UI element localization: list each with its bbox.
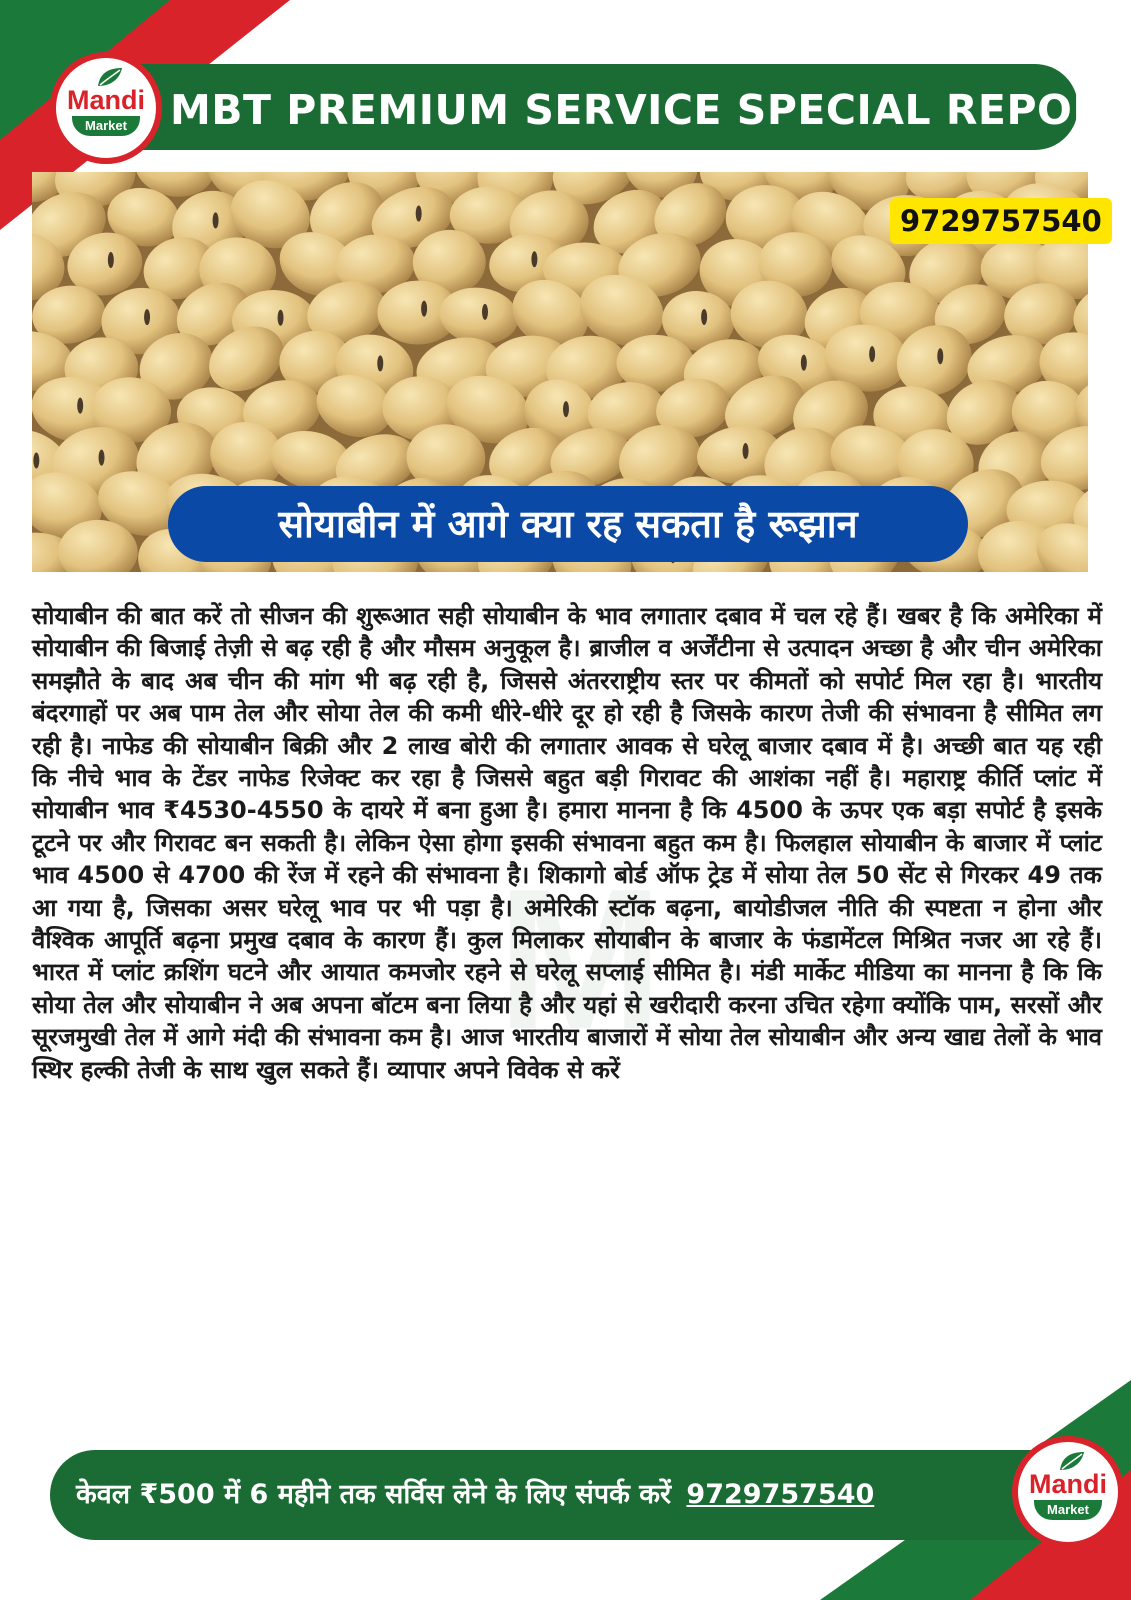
soybean-hilum bbox=[743, 443, 749, 459]
soybean-hilum bbox=[563, 401, 569, 417]
soybean-hilum bbox=[377, 355, 383, 371]
watermark-logo: M bbox=[496, 848, 664, 1071]
footer-cta-text: केवल ₹500 में 6 महीने तक सर्विस लेने के लिए संपर्क करें bbox=[76, 1479, 671, 1510]
soybean-hilum bbox=[33, 452, 39, 468]
soybean-hilum bbox=[77, 398, 83, 414]
soybean-hilum bbox=[421, 301, 427, 317]
footer-phone-link[interactable]: 9729757540 bbox=[686, 1479, 875, 1510]
phone-badge: 9729757540 bbox=[890, 198, 1112, 244]
headline-banner: सोयाबीन में आगे क्या रह सकता है रूझान bbox=[168, 486, 968, 562]
logo-sub-text: Market bbox=[72, 116, 140, 136]
logo-brand-text: Mandi bbox=[1029, 1469, 1107, 1499]
soybean-hilum bbox=[278, 310, 284, 326]
mandi-market-logo bbox=[50, 52, 162, 164]
soybean-hilum bbox=[99, 450, 105, 466]
article-body: सोयाबीन की बात करें तो सीजन की शुरूआत सही सोयाबीन के भाव लगातार दबाव में चल रहे हैं। खबर है कि अमेरिका में सोयाबीन की बिजाई तेज़ी से बढ़ रही है और मौसम अनुकूल है। ब्राजील व अर्जेंटीना से उत्पादन अच्छा है और चीन अमेरिका समझौते के बाद अब चीन की मांग भी बढ़ रही है, जिससे अंतरराष्ट्रीय स्तर पर कीमतों को सपोर्ट मिल रहा है। भारतीय बंदरगाहों पर अब पाम तेल और सोया तेल की कमी धीरे-धीरे दूर हो रही है जिसके कारण तेजी की संभावना है सीमित लग रही है। नाफेड की सोयाबीन बिक्री और 2 लाख बोरी की लगातार आवक से घरेलू बाजार दबाव में है। अच्छी बात यह रही कि नीचे भाव के टेंडर नाफेड रिजेक्ट कर रहा है जिससे बहुत बड़ी गिरावट की आशंका नहीं है। महाराष्ट्र कीर्ति प्लांट में सोयाबीन भाव ₹4530-4550 के दायरे में बना हुआ है। हमारा मानना है कि 4500 के ऊपर एक बड़ा सपोर्ट है इसके टूटने पर और गिरावट बन सकती है। लेकिन ऐसा होगा इसकी संभावना बहुत कम है। फिलहाल सोयाबीन के बाजार में प्लांट भाव 4500 से 4700 की रेंज में रहने की संभावना है। शिकागो बोर्ड ऑफ ट्रेड में सोया तेल 50 सेंट से गिरकर 49 तक आ गया है, जिसका असर घरेलू भाव पर भी पड़ा है। अमेरिकी स्टॉक बढ़ना, बायोडीजल नीति की स्पष्टता न होना और वैश्विक आपूर्ति बढ़ना प्रमुख दबाव के कारण हैं। कुल मिलाकर सोयाबीन के बाजार के फंडामेंटल मिश्रित नजर आ रहे हैं। भारत में प्लांट क्रशिंग घटने और आयात कमजोर रहने से घरेलू सप्लाई सीमित है। मंडी मार्केट मीडिया का मानना है कि कि सोया तेल और सोयाबीन ने अब अपना बॉटम बना लिया है और यहां से खरीदारी करना उचित रहेगा क्योंकि पाम, सरसों और सूरजमुखी तेल में आगे मंदी की संभावना कम है। आज भारतीय बाजारों में सोया तेल सोयाबीन और अन्य खाद्य तेलों के भाव स्थिर हल्की तेजी के साथ खुल सकते हैं। व्यापार अपने विवेक से करें bbox=[32, 602, 1102, 1084]
soybean-hilum bbox=[482, 304, 488, 320]
soybean-hilum bbox=[937, 348, 943, 364]
mandi-market-logo-footer bbox=[1012, 1436, 1124, 1548]
soybean-hilum bbox=[869, 346, 875, 362]
soybean-hilum bbox=[108, 252, 114, 268]
logo-brand-text: Mandi bbox=[67, 85, 145, 115]
soybean-hilum bbox=[801, 355, 807, 371]
logo-sub-text: Market bbox=[1034, 1500, 1102, 1520]
soybean-hilum bbox=[701, 309, 707, 325]
soybean-hilum bbox=[144, 309, 150, 325]
soybean-hilum bbox=[213, 212, 219, 228]
footer-cta bbox=[76, 1470, 1006, 1520]
soybean-hilum bbox=[531, 251, 537, 267]
soybean-hilum bbox=[416, 206, 422, 222]
report-title: MBT PREMIUM SERVICE SPECIAL REPORT bbox=[170, 86, 1131, 134]
